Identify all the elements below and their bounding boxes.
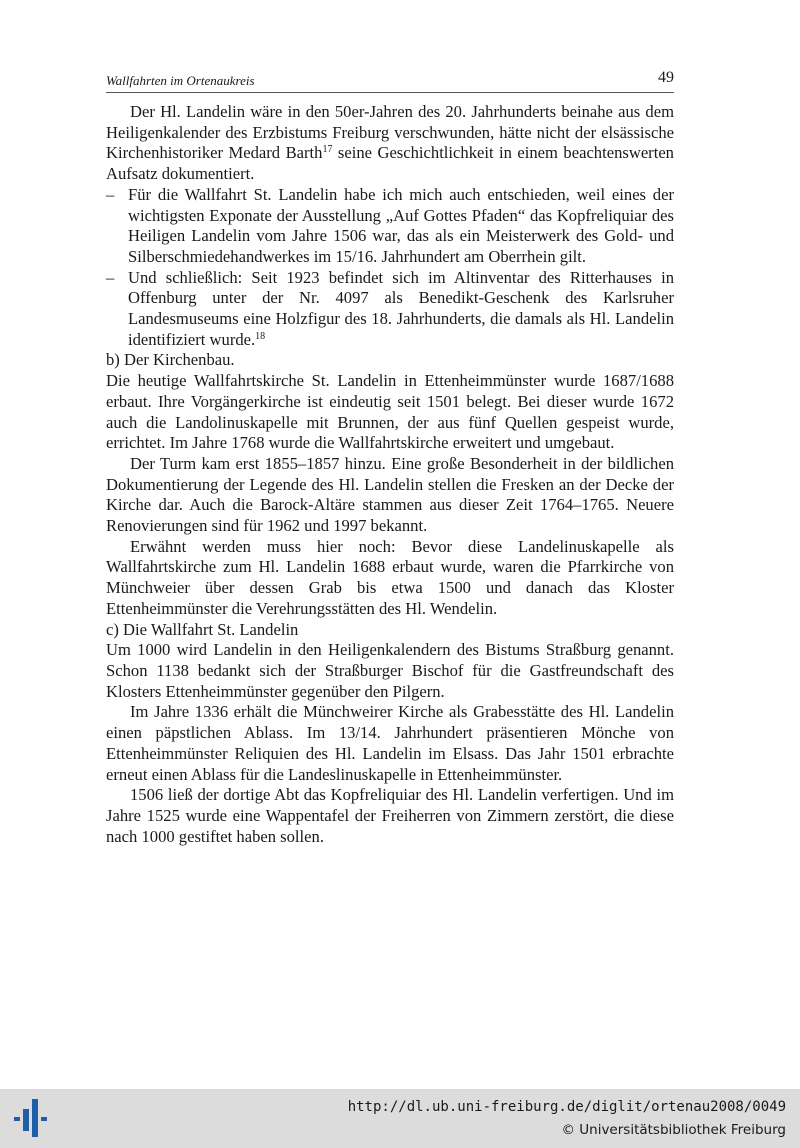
- list-item-text-wrap: [128, 268, 674, 351]
- paragraph-text-end: seine Geschichtlichkeit in einem beachtenswerten Aufsatz dokumentiert.: [106, 143, 674, 184]
- paragraph: [106, 102, 674, 185]
- paragraph-text: Der Hl. Landelin wäre in den 50er-Jahren des 20. Jahrhunderts beinahe aus dem Heiligenkalender des Erzbistums Freiburg verschwunden, hätte nicht der elsässische Kirchenhistoriker Medard Barth: [106, 102, 674, 163]
- paragraph: Der Turm kam erst 1855–1857 hinzu. Eine große Besonderheit in der bildlichen Dokumentierung der Legende des Hl. Landelin stellen die Fresken an der Decke der Kirche dar. Auch die Barock-Altäre stammen aus dieser Zeit 1764–1765. Neuere Renovierungen sind für 1962 und 1997 bekannt.: [106, 453, 674, 536]
- source-link[interactable]: http://dl.ub.uni-freiburg.de/diglit/ortenau2008/0049: [347, 1099, 786, 1115]
- dash-marker: –: [106, 267, 115, 287]
- running-title: Wallfahrten im Ortenaukreis: [106, 73, 255, 88]
- list-item-text: Und schließlich: Seit 1923 befindet sich im Altinventar des Ritterhauses in Offenburg unter der Nr. 4097 als Benedikt-Geschenk des Karlsruher Landesmuseums eine Holzfigur des 18. Jahrhunderts, die damals als Hl. Landelin identifiziert wurde.: [128, 267, 674, 349]
- list-item: [106, 268, 674, 351]
- paragraph: Im Jahre 1336 erhält die Münchweirer Kirche als Grabesstätte des Hl. Landelin einen päpstlichen Ablass. Im 13/14. Jahrhundert präsentieren Mönche von Ettenheimmünster Reliquien des Hl. Landelin im Elsass. Das Jahr 1501 erbrachte erneut einen Ablass für die Landeslinuskapelle in Ettenheimmünster.: [106, 702, 674, 784]
- page-number: 49: [658, 69, 674, 86]
- list-item-text: Für die Wallfahrt St. Landelin habe ich mich auch entschieden, weil eines der wichtigsten Exponate der Ausstellung „Auf Gottes Pfaden“ das Kopfreliquiar des Heiligen Landelin vom Jahre 1506 war, das als ein Meisterwerk des Gold- und Silberschmiedehandwerkes im 15/16. Jahrhundert am Oberrhein gilt.: [128, 184, 674, 266]
- body-text: [106, 102, 674, 847]
- paragraph: Um 1000 wird Landelin in den Heiligenkalendern des Bistums Straßburg genannt. Schon 1138 bedankt sich der Straßburger Bischof für die Gastfreundschaft des Klosters Ettenheimmünster gegenüber den Pilgern.: [106, 640, 674, 701]
- footnote-ref[interactable]: 17: [322, 144, 333, 156]
- library-logo-icon: [14, 1097, 50, 1139]
- footer-bar: [0, 1089, 800, 1148]
- copyright-notice: © Universitätsbibliothek Freiburg: [561, 1122, 786, 1138]
- running-header: [106, 66, 674, 93]
- dash-marker: –: [106, 184, 115, 204]
- paragraph: Erwähnt werden muss hier noch: Bevor diese Landelinuskapelle als Wallfahrtskirche zum Hl. Landelin 1688 erbaut wurde, waren die Pfarrkirche von Münchweier über dessen Grab bis etwa 1500 und danach das Kloster Ettenheimmünster die Verehrungsstätten des Hl. Wendelin.: [106, 536, 674, 618]
- section-heading-c: c) Die Wallfahrt St. Landelin: [106, 619, 299, 639]
- list-item: [106, 185, 674, 268]
- footnote-ref[interactable]: 18: [255, 330, 266, 342]
- section-heading-b: b) Der Kirchenbau.: [106, 350, 235, 370]
- paragraph: Die heutige Wallfahrtskirche St. Landelin in Ettenheimmünster wurde 1687/1688 erbaut. Ihre Vorgängerkirche ist eindeutig seit 1501 belegt. Bei dieser wurde 1672 auch die Landolinuskapelle mit Brunnen, der aus fünf Quellen gespeist wurde, errichtet. Im Jahre 1768 wurde die Wallfahrtskirche erweitert und umgebaut.: [106, 371, 674, 453]
- paragraph: 1506 ließ der dortige Abt das Kopfreliquiar des Hl. Landelin verfertigen. Und im Jahre 1525 wurde eine Wappentafel der Freiherren von Zimmern zerstört, die diese nach 1000 gestiftet haben sollen.: [106, 785, 674, 846]
